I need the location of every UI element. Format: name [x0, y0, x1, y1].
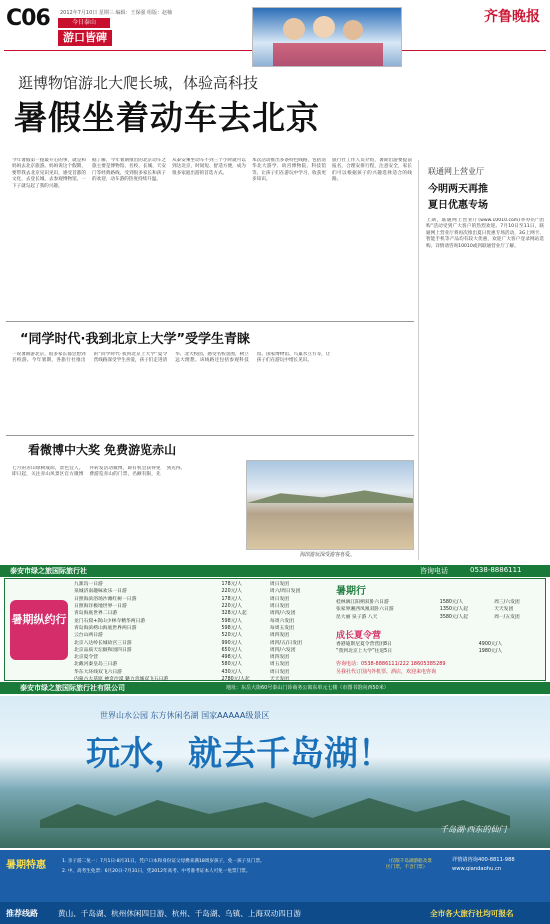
table-cell-name: “我到北京上大学”往返5日 — [336, 649, 392, 655]
recommend-routes: 黄山、千岛湖、杭州休闲四日游、杭州、千岛湖、乌镇、上海双动四日游 — [58, 909, 301, 918]
person-face — [283, 18, 305, 40]
ad-hotline: 咨询电话：0538-8886111/222 18605385289 — [336, 661, 446, 667]
company-name: 泰安市绿之旅国际旅行社有限公司 — [20, 684, 125, 692]
islands-shape — [40, 788, 510, 828]
table-cell-days: 周六/周日发团 — [269, 589, 301, 595]
recommend-bar — [0, 902, 550, 924]
article-column: 据了解，今年暑期推出的北京动车之旅主要是博物馆、名校、长城、天安门等经典路线，受到很多家长和孩子的欢迎，动车游的热度持续升温。 — [92, 158, 166, 183]
promo-bar — [0, 850, 550, 902]
table-cell-price: 328元/人起 — [221, 611, 247, 617]
table-cell-name: 云台山两日游 — [74, 633, 103, 639]
table-cell-name: 北京八达岭长城故宫三日游 — [74, 640, 132, 646]
lake-brand: 千岛湖·西东的仙门 — [440, 825, 507, 834]
section-body: 七月的赤山绿树成荫，景色宜人。即日起，关注赤山风景区官方微博并转发活动微博，即有机会获得免费游览赤山的门票，名额有限，先到先得。 — [12, 466, 186, 478]
section-headline: 看微博中大奖 免费游览赤山 — [28, 443, 177, 457]
sidebar-kicker: 联通网上营业厅 — [428, 167, 484, 176]
promo-note: （仅限千岛湖游船及景区门票，不含门票） — [386, 859, 432, 870]
table-row — [72, 609, 322, 616]
lake-ad — [0, 696, 550, 848]
ad-slogan: 另我社代订国内外机票、酒店，欢迎来电咨询 — [336, 669, 437, 675]
section-headline: “同学时代·我到北京上大学”受学生青睐 — [20, 332, 251, 347]
section-rule — [6, 321, 414, 322]
sidebar-body: 上期，联通网上营业厅(www.10010.com)举办的“团购”活动受到广大客户的热烈欢迎。7月10日至11日，联通网上营业厅将再次推出夏日优惠专场活动，3G上网卡、智能手机等产品均有较大优惠，欢迎广大客户登录网站选购。详情请咨询10010或到联通营业厅了解。 — [426, 218, 544, 249]
article-column: 本次活动推出多条特色线路，包括清华北大游学、故宫博物院、科技馆等，让孩子们在游玩中学习，收获更多知识。 — [252, 158, 326, 183]
section-body: 一说暑期游北京，很多家长都会想到名校游。今年暑期，各旅行社推出的“同学时代·我到北京上大学”夏令营线路深受学生喜爱，孩子们走进清华、北大校园，感受名校氛围，树立远大理想。该线路还包括参观科技馆、国家博物馆、鸟巢水立方等，让孩子们在游玩中增长见识。 — [12, 352, 331, 364]
table-row — [72, 602, 322, 609]
promo-hotline: 详情请咨询400-8811-988 — [452, 857, 515, 863]
table-cell-price: 4900元/人 — [478, 642, 503, 648]
table-cell-name: 青岛海滨崂山海底世界两日游 — [74, 625, 137, 631]
lake-tagline: 世界山水公园 东方休闲名湖 国家AAAAA级景区 — [100, 711, 270, 720]
table-cell-days: 天天发团 — [494, 607, 514, 613]
company-address: 地址：东岳大街60号泰山门诊商务公寓东单元七楼（市图书馆向西50米） — [226, 685, 389, 691]
sidebar-title: 夏日优惠专场 — [428, 200, 488, 211]
section-title: 游口皆碑 — [58, 30, 112, 46]
mountain-shape — [247, 489, 414, 503]
table-cell-price: 178元/人 — [221, 582, 242, 588]
subheadline: 逛博物馆游北大爬长城，体验高科技 — [18, 74, 259, 92]
beach-photo — [246, 460, 414, 550]
section-rule — [6, 435, 414, 436]
table-cell-days: 每周六发团 — [269, 618, 294, 624]
table-cell-days: 周五发团 — [269, 662, 290, 668]
agency-name: 泰安市绿之旅国际旅行社 — [10, 567, 87, 575]
travelers-photo — [252, 7, 402, 67]
table-cell-days: 周三/六发团 — [494, 600, 520, 606]
table-cell-name: 昆大丽 泉子游 八天 — [336, 614, 378, 620]
table-row — [334, 605, 542, 612]
table-cell-price: 178元/人 — [221, 596, 242, 602]
table-cell-price: 990元/人 — [221, 640, 242, 646]
table-cell-price: 1980元/人 — [478, 649, 503, 655]
phone-label: 咨询电话 — [420, 567, 448, 575]
table-cell-price: 3580元/人起 — [439, 614, 468, 620]
promo-site: www.qiandaohu.cn — [452, 866, 502, 872]
table-cell-name: 香港迪斯尼夏令营营团8日 — [336, 642, 392, 648]
table-cell-days: 周四发团 — [269, 633, 290, 639]
phone-number: 0538-8886111 — [470, 566, 522, 574]
table-cell-days: 天天发团 — [269, 677, 290, 682]
company-bar — [0, 682, 550, 694]
table-cell-name: 北京品质天坛颐和园四日游 — [74, 647, 132, 653]
article-column: 旅行社工作人员介绍，暑期出游要提前报名，合理安排行程，注意安全，家长们可以根据孩子的兴趣选择适合的线路。 — [332, 158, 412, 183]
table-row — [72, 616, 322, 623]
table-cell-name: 华东大环线双飞六日游 — [74, 669, 122, 675]
table-row — [72, 660, 322, 667]
table-row — [72, 638, 322, 645]
table-cell-days: 周日发团 — [269, 596, 290, 602]
table-cell-days: 每周五发团 — [269, 625, 294, 631]
table-cell-price: 430元/人 — [221, 669, 242, 675]
table-cell-name: 桂林漓江阳朔双卧六日游 — [336, 600, 389, 606]
person-face — [313, 16, 335, 38]
table-row — [334, 613, 542, 620]
table-cell-name: 青岛海底世界二日游 — [74, 611, 118, 617]
table-cell-name: 北京夏令营 — [74, 655, 98, 661]
table-cell-name: 龙门石窟+嵩山少林寺精华两日游 — [74, 618, 146, 624]
table-cell-price: 580元/人 — [221, 662, 242, 668]
table-row — [72, 631, 322, 638]
route-table — [72, 580, 322, 682]
table-cell-name: 日照海滨浴场沙滩红树一日游 — [74, 596, 137, 602]
person-face — [343, 20, 363, 40]
page-number: C06 — [6, 6, 50, 31]
table-cell-name: 北戴河秦皇岛三日游 — [74, 662, 118, 668]
table-cell-days: 周日发团 — [269, 582, 290, 588]
right-routes-title: 暑期行 — [336, 586, 366, 597]
table-row — [72, 624, 322, 631]
table-cell-name: 内蒙古大草原 神奇沙漠 魅力青城双飞五日游 — [74, 677, 169, 682]
section-tag: 今日泰山 — [58, 18, 110, 28]
table-cell-days: 周日发团 — [269, 669, 290, 675]
table-row — [334, 640, 542, 647]
table-row — [334, 647, 542, 654]
table-row — [72, 653, 322, 660]
table-cell-days: 周四/五/日发团 — [269, 640, 302, 646]
right-route-table — [334, 598, 542, 620]
lake-slogan: 玩水，就去千岛湖！ — [86, 734, 392, 774]
recommend-label: 推荐线路 — [6, 909, 38, 918]
clothing-shape — [273, 43, 383, 67]
sidebar-title: 今明两天再推 — [428, 184, 488, 195]
table-row — [72, 587, 322, 594]
table-cell-name: 日照海洋极地世界一日游 — [74, 604, 127, 610]
table-row — [72, 646, 322, 653]
ad-header-bar — [0, 565, 550, 577]
article-column: 从泰安乘坐动车不到三个小时就可以到达北京，时间短、舒适方便，成为很多家庭出游的首选方式。 — [172, 158, 246, 176]
table-cell-name: 张家界湘西凤凰双卧六日游 — [336, 607, 394, 613]
table-cell-days: 周四发团 — [269, 655, 290, 661]
table-row — [334, 598, 542, 605]
table-row — [72, 580, 322, 587]
table-cell-days: 周日发团 — [269, 604, 290, 610]
table-cell-price: 1580元/人 — [439, 600, 464, 606]
date-line: 2012年7月10日 星期三 编辑：王保强 组版：赵楠 — [60, 10, 173, 16]
table-cell-days: 周四/六发团 — [269, 647, 296, 653]
table-cell-days: 周四/六发团 — [269, 611, 296, 617]
table-cell-price: 498元/人 — [221, 655, 242, 661]
agency-line: 全市各大旅行社均可报名 — [430, 909, 514, 918]
promo-label: 暑期特惠 — [6, 860, 46, 871]
article-column: 今年暑假第一拨最开心的事，就是和妈妈去北京旅游。妈妈说这个假期，要带我去北京见识见识，感受首都的文化，去登长城，去参观博物馆，一下子就勾起了我的兴趣。 — [12, 158, 86, 189]
table-cell-price: 598元/人 — [221, 618, 242, 624]
camp-title: 成长夏令营 — [336, 631, 382, 641]
promo-line: 2. 中、高考生免票：6月20日-7月31日，凭2012年高考、中考准考证本人可免一免票门票。 — [62, 869, 251, 874]
promo-label: 暑期纵约行 — [10, 600, 68, 660]
column-divider — [418, 160, 419, 560]
table-cell-price: 598元/人 — [221, 625, 242, 631]
newspaper-logo: 齐鲁晚报 — [484, 9, 540, 25]
table-cell-price: 220元/人 — [221, 604, 242, 610]
table-cell-price: 520元/人 — [221, 633, 242, 639]
table-cell-price: 650元/人 — [221, 647, 242, 653]
promo-line: 1. 亲子游二免一：7月1日-8月31日，凭户口本和身份证父母携来满18周岁孩子，免一孩子及门票。 — [62, 859, 265, 864]
headline: 暑假坐着动车去北京 — [14, 98, 320, 137]
table-row — [72, 668, 322, 675]
table-cell-days: 周一/五发团 — [494, 614, 520, 620]
table-cell-price: 2780元/人起 — [221, 677, 250, 682]
camp-table — [334, 640, 542, 655]
table-cell-name: 泉城济南趣味欢乐一日游 — [74, 589, 127, 595]
table-cell-name: 九寨沟一日游 — [74, 582, 103, 588]
table-cell-price: 1350元/人起 — [439, 607, 468, 613]
table-row — [72, 595, 322, 602]
table-cell-price: 220元/人 — [221, 589, 242, 595]
photo-caption: 海滨游玩深受游客喜爱。 — [300, 552, 356, 558]
